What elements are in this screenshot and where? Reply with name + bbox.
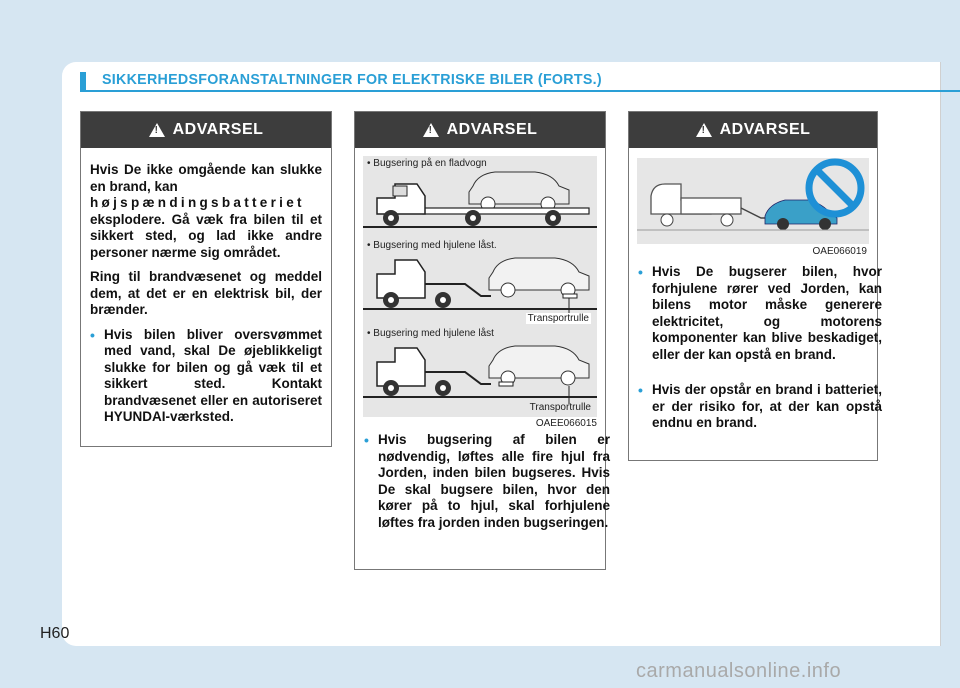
bullet-battery-fire-text: Hvis der opstår en brand i batteriet, er der risiko for, at der kan opstå endnu en brand. <box>652 382 882 430</box>
warning-box-front-wheels <box>628 111 882 461</box>
image-code: OAE066019 <box>812 246 867 257</box>
prohibited-towing-illustration <box>637 158 869 244</box>
bullet-front-wheels <box>638 264 882 363</box>
warning-triangle-icon: ! <box>149 123 165 137</box>
bullet-flood <box>90 327 322 426</box>
wheel-lift-truck-illustration-2 <box>363 346 597 404</box>
bullet-front-wheels-text: Hvis De bugserer bilen, hvor forhjulene rører ved Jorden, kan bilens motor måske generere elektricitet, og motorens komponenter kan blive beskadiget, eller der kan opstå en brand. <box>652 264 882 362</box>
warning-body <box>81 148 331 426</box>
prohibited-towing-diagram <box>637 158 869 244</box>
warning-triangle-icon: ! <box>696 123 712 137</box>
towing-diagram <box>363 156 597 417</box>
bullet-towing-text: Hvis bugsering af bilen er nødvendig, løftes alle fire hjul fra Jorden, inden bilen bugseres. Hvis De skal bugsere bilen, hvor den kører på to hjul, skal forhjulene løftes fra jorden inden bugseringen. <box>378 432 610 530</box>
bullet-towing <box>364 432 610 531</box>
page-title: SIKKERHEDSFORANSTALTNINGER FOR ELEKTRISKE BILER (FORTS.) <box>102 71 602 88</box>
bullet-battery-fire <box>638 382 882 432</box>
paragraph-1-start: Hvis De ikke omgående kan slukke en brand, kan <box>90 162 322 194</box>
warning-header <box>355 112 605 148</box>
bullet-dot: • <box>638 264 643 280</box>
towing-label-locked-1: • Bugsering med hjulene låst. <box>367 240 497 251</box>
title-underline <box>80 90 960 92</box>
warning-triangle-icon: ! <box>423 123 439 137</box>
warning-label: ADVARSEL <box>172 121 264 138</box>
towing-illustration <box>363 156 597 417</box>
dolly-label-1: Transportrulle <box>527 313 589 324</box>
bullet-dot: • <box>364 432 369 448</box>
prohibition-icon <box>809 162 861 214</box>
towing-label-locked-2: • Bugsering med hjulene låst <box>367 328 494 339</box>
bullet-dot: • <box>90 326 95 343</box>
paragraph-1-spaced: højspændingsbatteriet <box>90 195 305 210</box>
bullet-dot: • <box>638 382 643 398</box>
warning-box-towing <box>354 111 610 570</box>
image-code: OAEE066015 <box>535 418 597 429</box>
towing-label-flatbed: • Bugsering på en fladvogn <box>367 158 487 169</box>
warning-header <box>81 112 331 148</box>
warning-label: ADVARSEL <box>719 121 811 138</box>
page-number: H60 <box>40 625 70 642</box>
paragraph-1-rest: eksplodere. Gå væk fra bilen til et sikkert sted, og lad ikke andre personer nærme sig området. <box>90 211 322 260</box>
watermark: carmanualsonline.info <box>636 660 842 682</box>
warning-header <box>629 112 877 148</box>
warning-box-fire <box>80 111 332 447</box>
warning-label: ADVARSEL <box>446 121 538 138</box>
paragraph-1 <box>90 162 322 261</box>
title-accent-bar <box>80 72 86 90</box>
wheel-lift-truck-illustration-1 <box>363 258 597 316</box>
paragraph-2: Ring til brandvæsenet og meddel dem, at det er en elektrisk bil, der brænder. <box>90 269 322 317</box>
dolly-label-2: Transportrulle <box>529 402 591 413</box>
bullet-flood-text: Hvis bilen bliver oversvømmet med vand, skal De øjeblikkeligt slukke for bilen og gå væk til et sikkert sted. Kontakt brandvæsenet eller en autoriseret HYUNDAI-værksted. <box>104 326 322 424</box>
page-edge-line <box>940 62 941 646</box>
